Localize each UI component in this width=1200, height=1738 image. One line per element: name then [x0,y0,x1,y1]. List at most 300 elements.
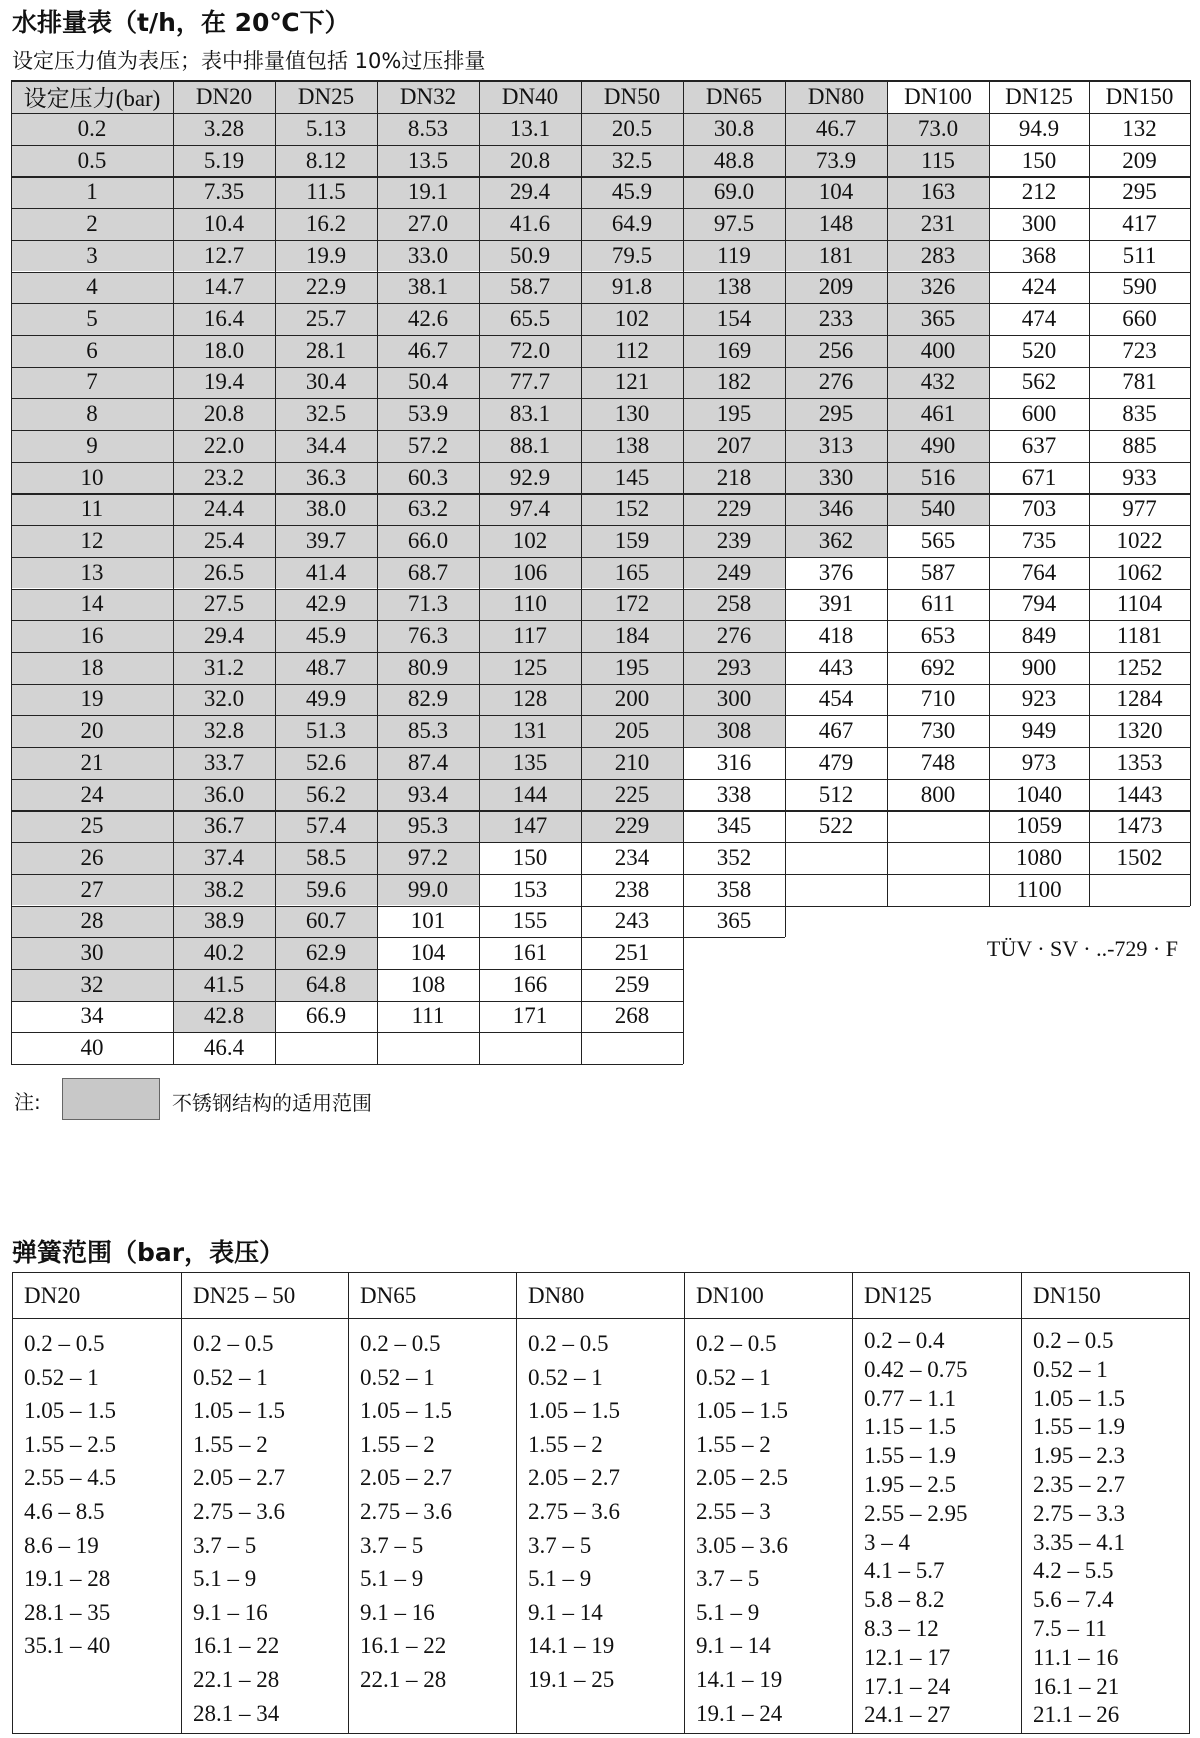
table-rule-v [479,80,480,1064]
capacity-cell: 300 [1021,210,1057,236]
capacity-cell: 885 [1122,432,1157,458]
pressure-cell: 25 [11,810,173,842]
table-rule-h [11,208,1190,209]
capacity-cell: 93.4 [377,779,479,811]
spring-range-value: 1.05 – 1.5 [1033,1385,1125,1411]
spring-range-value: 3 – 4 [864,1529,910,1555]
table-rule-h [11,398,1190,399]
capacity-cell: 28.1 [275,335,377,367]
spring-range-value: 16.1 – 22 [360,1633,447,1659]
spring-range-value: 0.2 – 0.5 [696,1331,777,1356]
capacity-cell: 154 [683,303,785,335]
spring-range-value: 4.6 – 8.5 [24,1498,105,1524]
pressure-cell: 6 [11,335,173,367]
spring-range-value: 1.55 – 2.5 [24,1431,116,1457]
capacity-cell: 231 [887,208,989,240]
table-rule-v [377,80,378,1064]
capacity-cell: 259 [614,971,650,997]
table-rule-h [11,937,785,938]
pressure-cell: 4 [11,272,173,304]
capacity-cell: 83.1 [479,398,581,430]
capacity-cell: 391 [818,591,854,617]
spring-range-value: 0.2 – 0.4 [864,1328,945,1353]
capacity-cell: 1181 [1116,623,1163,649]
pressure-cell: 0.5 [11,145,173,177]
pressure-cell: 2 [11,208,173,240]
table-rule-v [1190,80,1191,906]
capacity-cell: 66.0 [377,525,479,557]
spring-range-value: 2.75 – 3.3 [1033,1500,1125,1526]
capacity-cell: 66.9 [305,1003,347,1029]
pressure-cell: 34 [80,1003,104,1029]
capacity-cell: 454 [818,686,854,712]
capacity-cell: 949 [1021,718,1057,744]
spring-range-value: 19.1 – 24 [696,1700,783,1726]
capacity-cell: 376 [818,559,854,585]
capacity-cell: 50.9 [479,240,581,272]
capacity-cell: 781 [1122,369,1157,395]
capacity-cell: 238 [614,876,650,902]
capacity-cell: 346 [785,493,887,525]
spring-range-value: 0.52 – 1 [1033,1356,1108,1382]
capacity-cell: 87.4 [377,747,479,779]
capacity-cell: 57.4 [275,810,377,842]
capacity-cell: 5.13 [275,113,377,145]
table-rule-h [11,874,1190,875]
capacity-cell: 85.3 [377,715,479,747]
capacity-cell: 600 [1021,401,1057,427]
capacity-cell: 637 [1021,432,1057,458]
capacity-cell: 150 [512,844,548,870]
capacity-cell: 130 [581,398,683,430]
capacity-cell: 80.9 [377,652,479,684]
table-rule-h [11,462,1190,463]
capacity-cell: 22.0 [173,430,275,462]
pressure-cell: 5 [11,303,173,335]
capacity-cell: 210 [581,747,683,779]
spring-column [516,1273,684,1733]
spring-range-value: 3.7 – 5 [696,1566,760,1592]
capacity-cell: 1284 [1116,686,1163,712]
capacity-cell: 171 [512,1003,548,1029]
capacity-cell: 479 [818,749,854,775]
pressure-cell: 11 [11,493,173,525]
capacity-cell: 516 [887,462,989,494]
capacity-cell: 97.5 [683,208,785,240]
capacity-cell: 229 [581,810,683,842]
capacity-cell: 29.4 [173,620,275,652]
header-set-pressure: 设定压力(bar) [11,80,173,113]
capacity-cell: 276 [683,620,785,652]
capacity-cell: 42.6 [377,303,479,335]
capacity-cell: 671 [1021,464,1057,490]
table-rule-h [11,747,1190,748]
capacity-cell: 256 [785,335,887,367]
spring-range-value: 5.1 – 9 [193,1566,257,1592]
capacity-cell: 29.4 [479,176,581,208]
capacity-cell [1089,874,1190,906]
spring-range-value: 1.05 – 1.5 [696,1398,788,1424]
table-rule-v [581,80,582,1064]
capacity-cell: 461 [887,398,989,430]
table-rule-v [275,80,276,1064]
capacity-cell: 233 [785,303,887,335]
flow-table-title: 水排量表（t/h，在 20℃下） [12,8,350,37]
capacity-cell: 49.9 [275,684,377,716]
capacity-cell: 1443 [1116,781,1163,807]
table-rule-h [11,652,1190,653]
pressure-cell: 10 [11,462,173,494]
capacity-cell: 835 [1122,401,1157,427]
capacity-cell: 41.5 [173,969,275,1001]
table-rule-h [11,113,1190,114]
capacity-cell: 73.9 [785,145,887,177]
spring-value-list [1022,1319,1189,1730]
table-rule-h [11,969,683,970]
capacity-cell: 166 [512,971,548,997]
spring-range-value: 4.1 – 5.7 [864,1558,945,1584]
capacity-cell: 184 [581,620,683,652]
capacity-cell: 512 [818,781,854,807]
spring-column-header: DN125 [853,1273,1021,1319]
capacity-cell: 48.7 [275,652,377,684]
capacity-cell: 58.7 [479,272,581,304]
capacity-cell: 338 [716,781,752,807]
capacity-cell: 326 [887,272,989,304]
spring-range-value: 0.77 – 1.1 [864,1385,956,1411]
capacity-cell: 41.6 [479,208,581,240]
spring-range-value: 0.52 – 1 [528,1364,603,1390]
spring-range-value: 1.05 – 1.5 [528,1398,620,1424]
spring-range-value: 7.5 – 11 [1033,1615,1107,1641]
spring-value-list [517,1319,684,1697]
capacity-cell: 295 [1122,179,1157,205]
capacity-cell: 13.5 [377,145,479,177]
capacity-cell: 358 [716,876,752,902]
capacity-cell: 31.2 [173,652,275,684]
capacity-cell: 64.8 [275,969,377,1001]
capacity-cell: 58.5 [275,842,377,874]
table-rule-h [11,430,1190,431]
capacity-cell: 63.2 [377,493,479,525]
capacity-cell: 474 [1021,306,1057,332]
spring-value-list [349,1319,516,1697]
capacity-cell: 212 [1021,179,1057,205]
spring-range-value: 9.1 – 16 [360,1599,435,1625]
spring-range-value: 8.6 – 19 [24,1532,99,1558]
capacity-cell: 45.9 [581,176,683,208]
capacity-cell: 16.2 [275,208,377,240]
table-rule-h [11,684,1190,685]
table-rule-v [887,80,888,906]
capacity-cell: 46.7 [785,113,887,145]
capacity-cell: 692 [920,654,956,680]
table-rule-h [11,589,1190,590]
spring-column-header: DN150 [1022,1273,1189,1319]
capacity-cell: 56.2 [275,779,377,811]
capacity-cell: 19.1 [377,176,479,208]
table-rule-h [11,493,1190,494]
pressure-cell: 7 [11,367,173,399]
capacity-cell: 19.9 [275,240,377,272]
capacity-cell: 249 [683,557,785,589]
capacity-cell: 800 [920,781,956,807]
table-rule-h [11,779,1190,780]
capacity-cell: 152 [581,493,683,525]
capacity-cell: 32.8 [173,715,275,747]
spring-range-value: 0.2 – 0.5 [528,1331,609,1356]
capacity-cell: 900 [1021,654,1057,680]
spring-column [181,1273,348,1733]
capacity-cell: 520 [1021,337,1057,363]
spring-column [13,1273,181,1733]
spring-range-value: 5.1 – 9 [696,1599,760,1625]
table-rule-h [11,557,1190,558]
capacity-cell: 79.5 [581,240,683,272]
capacity-cell: 135 [479,747,581,779]
capacity-cell: 147 [479,810,581,842]
capacity-cell: 300 [683,684,785,716]
capacity-cell: 104 [410,940,446,966]
spring-column [684,1273,852,1733]
capacity-cell: 53.9 [377,398,479,430]
capacity-cell: 64.9 [581,208,683,240]
capacity-cell: 27.5 [173,589,275,621]
capacity-cell: 59.6 [275,874,377,906]
spring-column [1021,1273,1189,1733]
spring-column-header: DN100 [685,1273,852,1319]
header-dn40: DN40 [479,80,581,113]
capacity-cell: 362 [785,525,887,557]
spring-range-value: 0.52 – 1 [360,1364,435,1390]
capacity-cell: 150 [1021,147,1057,173]
capacity-cell: 138 [581,430,683,462]
pressure-cell: 30 [11,937,173,969]
capacity-cell: 60.7 [275,906,377,938]
capacity-cell: 62.9 [275,937,377,969]
spring-range-value: 2.55 – 2.95 [864,1500,968,1526]
spring-range-value: 1.95 – 2.3 [1033,1443,1125,1469]
header-dn125: DN125 [1005,83,1073,109]
capacity-cell: 1473 [1116,813,1163,839]
capacity-cell: 128 [479,684,581,716]
capacity-cell: 72.0 [479,335,581,367]
capacity-cell: 172 [581,589,683,621]
capacity-cell [275,1032,377,1064]
capacity-cell: 115 [887,145,989,177]
pressure-cell: 16 [11,620,173,652]
spring-value-list [13,1319,181,1663]
spring-range-value: 1.05 – 1.5 [360,1398,452,1424]
pressure-cell: 19 [11,684,173,716]
table-rule-v [1089,80,1090,906]
table-rule-h [11,1064,683,1065]
spring-column [348,1273,516,1733]
capacity-cell: 10.4 [173,208,275,240]
capacity-cell: 33.0 [377,240,479,272]
capacity-cell: 432 [887,367,989,399]
pressure-cell: 9 [11,430,173,462]
capacity-cell: 119 [683,240,785,272]
table-rule-h [11,906,1190,907]
capacity-cell: 209 [1122,147,1157,173]
spring-range-value: 1.05 – 1.5 [24,1398,116,1424]
capacity-cell: 97.4 [479,493,581,525]
capacity-cell: 91.8 [581,272,683,304]
spring-range-value: 2.05 – 2.5 [696,1465,788,1491]
capacity-cell: 735 [1021,527,1057,553]
capacity-cell: 161 [512,940,548,966]
pressure-cell: 20 [11,715,173,747]
note-label: 注: [14,1090,41,1114]
stainless-swatch [62,1078,160,1120]
table-rule-h [11,842,1190,843]
capacity-cell: 562 [1021,369,1057,395]
capacity-cell: 25.7 [275,303,377,335]
spring-range-value: 1.55 – 1.9 [864,1443,956,1469]
capacity-cell: 587 [920,559,956,585]
spring-range-value: 1.55 – 2 [360,1431,435,1457]
capacity-cell: 365 [716,908,752,934]
pressure-cell: 14 [11,589,173,621]
capacity-cell: 101 [410,908,446,934]
table-rule-h [11,145,1190,146]
pressure-cell: 28 [11,906,173,938]
capacity-cell [887,874,989,906]
capacity-cell: 132 [1122,115,1157,141]
pressure-cell: 27 [11,874,173,906]
capacity-cell: 50.4 [377,367,479,399]
spring-range-value: 2.75 – 3.6 [360,1498,452,1524]
spring-range-value: 22.1 – 28 [193,1666,280,1692]
spring-range-value: 5.1 – 9 [360,1566,424,1592]
spring-column-header: DN20 [13,1273,181,1319]
capacity-cell: 94.9 [1018,115,1060,141]
capacity-cell: 368 [1021,242,1057,268]
capacity-cell: 923 [1021,686,1057,712]
capacity-cell: 8.12 [275,145,377,177]
capacity-cell: 144 [479,779,581,811]
capacity-cell: 1104 [1116,591,1163,617]
capacity-cell: 20.5 [581,113,683,145]
capacity-cell: 38.9 [173,906,275,938]
capacity-cell: 218 [683,462,785,494]
pressure-cell: 18 [11,652,173,684]
note-text: 不锈钢结构的适用范围 [172,1091,372,1115]
capacity-cell: 293 [683,652,785,684]
spring-range-value: 0.42 – 0.75 [864,1356,968,1382]
capacity-cell: 153 [512,876,548,902]
spring-range-value: 0.52 – 1 [193,1364,268,1390]
capacity-cell: 110 [479,589,581,621]
capacity-cell: 65.5 [479,303,581,335]
spring-range-value: 1.95 – 2.5 [864,1471,956,1497]
capacity-cell: 33.7 [173,747,275,779]
capacity-cell [785,842,887,874]
spring-range-value: 2.75 – 3.6 [528,1498,620,1524]
capacity-cell: 8.53 [377,113,479,145]
capacity-cell: 933 [1122,464,1157,490]
capacity-cell: 24.4 [173,493,275,525]
capacity-cell [887,810,989,842]
capacity-cell: 138 [683,272,785,304]
flow-table-subtitle: 设定压力值为表压；表中排量值包括 10%过压排量 [12,49,486,73]
capacity-cell: 71.3 [377,589,479,621]
header-dn65: DN65 [683,80,785,113]
capacity-cell: 764 [1021,559,1057,585]
capacity-cell [479,1032,581,1064]
capacity-cell: 46.4 [203,1035,245,1061]
spring-range-value: 1.55 – 1.9 [1033,1414,1125,1440]
capacity-cell: 490 [887,430,989,462]
capacity-cell: 660 [1122,306,1157,332]
capacity-cell: 849 [1021,623,1057,649]
spring-range-value: 28.1 – 35 [24,1599,111,1625]
capacity-cell: 32.5 [581,145,683,177]
capacity-cell: 155 [512,908,548,934]
capacity-cell: 181 [785,240,887,272]
spring-table-title: 弹簧范围（bar，表压） [12,1238,285,1267]
table-rule-h [11,176,1190,177]
capacity-cell: 38.0 [275,493,377,525]
spring-range-value: 0.2 – 0.5 [24,1331,105,1356]
capacity-cell: 40.2 [173,937,275,969]
spring-range-value: 1.05 – 1.5 [193,1398,285,1424]
capacity-cell [581,1032,683,1064]
table-rule-h [11,367,1190,368]
capacity-cell: 32.5 [275,398,377,430]
pressure-cell: 24 [11,779,173,811]
spring-range-value: 0.2 – 0.5 [1033,1328,1114,1353]
table-rule-v [173,80,174,1064]
capacity-cell: 125 [479,652,581,684]
capacity-cell: 45.9 [275,620,377,652]
capacity-cell: 32.0 [173,684,275,716]
capacity-cell: 710 [920,686,956,712]
spring-value-list [853,1319,1021,1730]
capacity-cell: 121 [581,367,683,399]
capacity-cell: 424 [1021,274,1057,300]
capacity-cell: 16.4 [173,303,275,335]
table-rule-v [785,80,786,937]
table-rule-h [11,240,1190,241]
spring-range-value: 0.2 – 0.5 [360,1331,441,1356]
spring-range-value: 2.05 – 2.7 [193,1465,285,1491]
spring-range-value: 3.7 – 5 [528,1532,592,1558]
capacity-cell: 36.3 [275,462,377,494]
capacity-cell: 117 [479,620,581,652]
capacity-cell: 106 [479,557,581,589]
capacity-cell: 38.2 [173,874,275,906]
capacity-cell: 417 [1122,210,1157,236]
capacity-cell: 77.7 [479,367,581,399]
capacity-cell: 51.3 [275,715,377,747]
spring-range-value: 9.1 – 14 [528,1599,603,1625]
spring-range-value: 28.1 – 34 [193,1700,280,1726]
capacity-cell [377,1032,479,1064]
capacity-cell: 1320 [1116,718,1163,744]
capacity-cell: 13.1 [479,113,581,145]
capacity-cell: 365 [887,303,989,335]
pressure-cell: 3 [11,240,173,272]
capacity-cell: 69.0 [683,176,785,208]
capacity-cell: 88.1 [479,430,581,462]
capacity-cell: 36.7 [173,810,275,842]
spring-range-value: 8.3 – 12 [864,1615,939,1641]
capacity-cell: 48.8 [683,145,785,177]
capacity-cell: 239 [683,525,785,557]
spring-range-value: 35.1 – 40 [24,1633,111,1659]
